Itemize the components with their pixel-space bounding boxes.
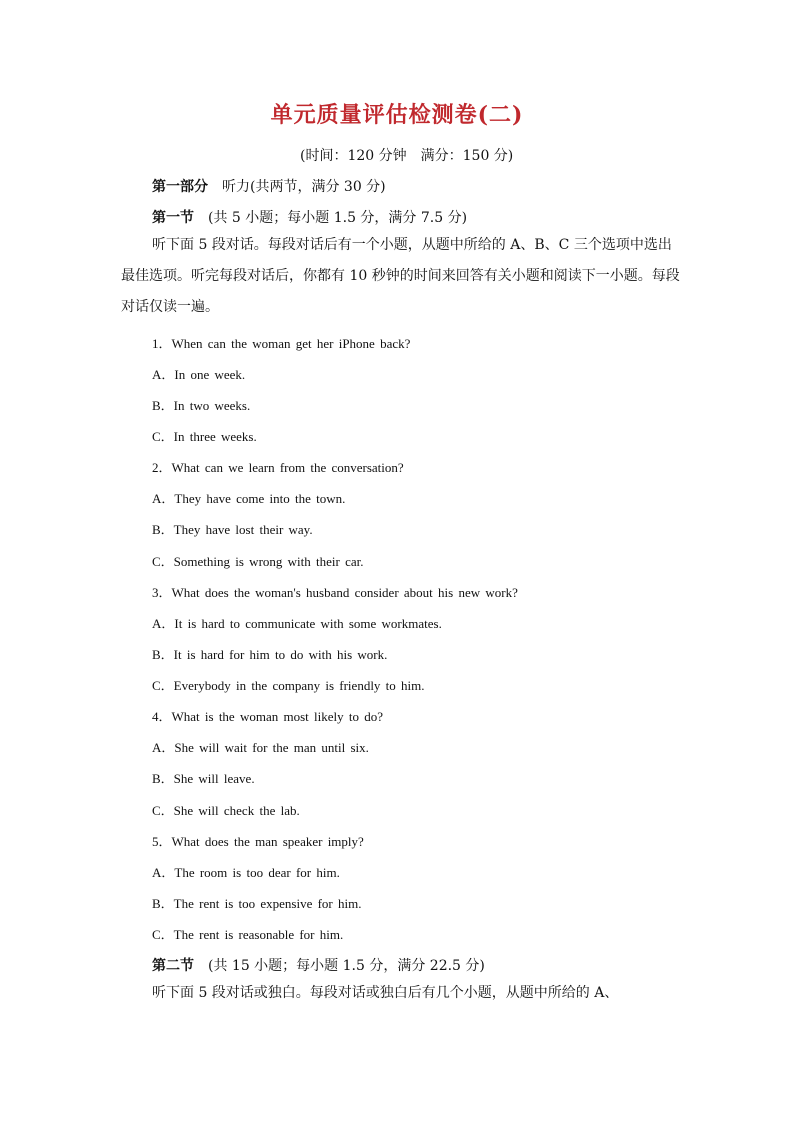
section2-description: (共 15 小题；每小题 1.5 分，满分 22.5 分) (194, 958, 485, 974)
section2-label: 第二节 (152, 958, 194, 974)
section2-instructions: 听下面 5 段对话或独白。每段对话或独白后有几个小题，从题中所给的 A、 (152, 985, 619, 1001)
question-5-option-a: A．The room is too dear for him. (152, 865, 340, 880)
question-5-option-c: C．The rent is reasonable for him. (152, 927, 344, 942)
question-2-option-b: B．They have lost their way. (152, 522, 313, 537)
question-1: 1．When can the woman get her iPhone back? (152, 336, 411, 351)
question-2-option-a: A．They have come into the town. (152, 491, 346, 506)
question-2-option-c: C．Something is wrong with their car. (152, 554, 364, 569)
question-1-option-b: B．In two weeks. (152, 398, 251, 413)
exam-time-score: (时间：120 分钟 满分：150 分) (300, 148, 514, 164)
question-4: 4．What is the woman most likely to do? (152, 709, 383, 724)
section1-heading (152, 207, 467, 227)
section1-description: (共 5 小题；每小题 1.5 分，满分 7.5 分) (194, 210, 468, 226)
part1-label: 第一部分 (152, 179, 208, 195)
question-5-option-b: B．The rent is too expensive for him. (152, 896, 362, 911)
section2-heading (152, 955, 485, 975)
question-4-option-a: A．She will wait for the man until six. (152, 740, 369, 755)
section1-instructions: 听下面 5 段对话。每段对话后有一个小题，从题中所给的 A、B、C 三个选项中选出最佳选项。听完每段对话后，你都有 10 秒钟的时间来回答有关小题和阅读下一小题。每段对话仅读一遍。 (121, 237, 680, 315)
question-1-option-c: C．In three weeks. (152, 429, 257, 444)
question-3: 3．What does the woman's husband consider about his new work? (152, 585, 518, 600)
question-5: 5．What does the man speaker imply? (152, 834, 364, 849)
question-4-option-b: B．She will leave. (152, 771, 255, 786)
part1-heading (152, 176, 386, 196)
question-4-option-c: C．She will check the lab. (152, 803, 300, 818)
page-title: 单元质量评估检测卷(二) (270, 102, 524, 128)
section1-label: 第一节 (152, 210, 194, 226)
question-3-option-c: C．Everybody in the company is friendly to him. (152, 678, 425, 693)
part1-description: 听力(共两节，满分 30 分) (208, 179, 386, 195)
question-3-option-a: A．It is hard to communicate with some workmates. (152, 616, 442, 631)
question-2: 2．What can we learn from the conversation? (152, 460, 404, 475)
question-1-option-a: A．In one week. (152, 367, 246, 382)
question-3-option-b: B．It is hard for him to do with his work. (152, 647, 388, 662)
